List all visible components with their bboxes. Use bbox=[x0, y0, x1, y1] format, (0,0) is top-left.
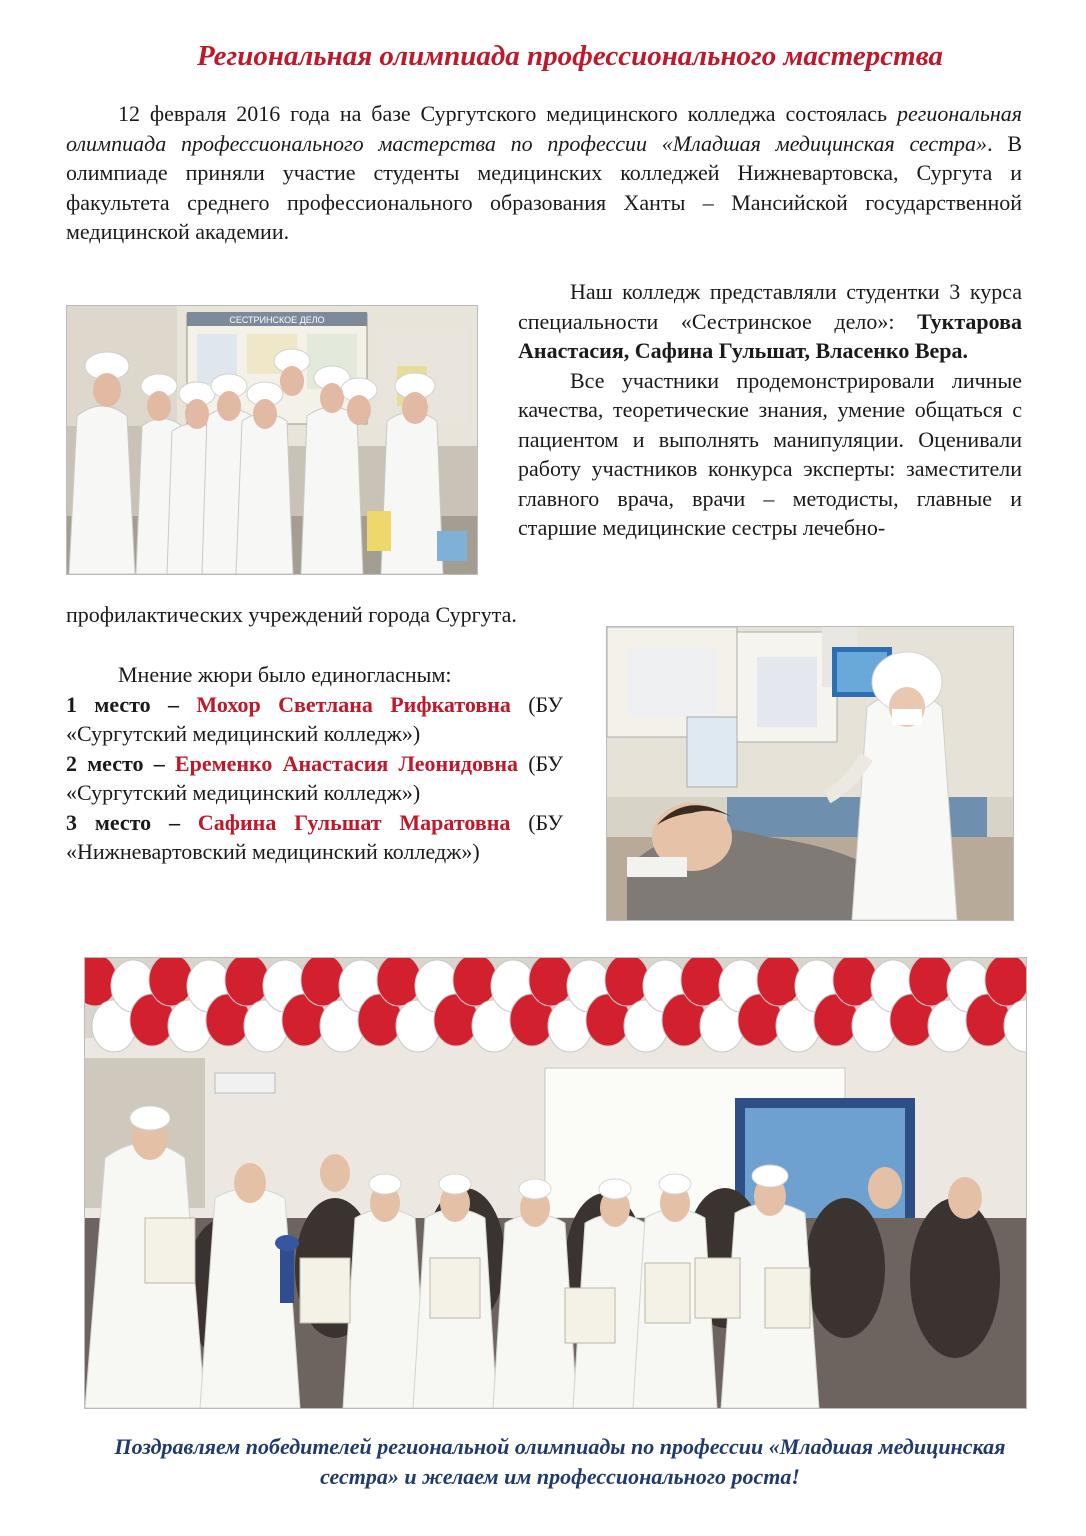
balloon bbox=[149, 958, 193, 1006]
result-place: 3 место bbox=[66, 809, 152, 835]
intro-paragraph bbox=[66, 99, 1022, 247]
team-paragraph bbox=[518, 277, 1022, 543]
result-org: (БУ «Сургутский медицинский колледж») bbox=[66, 750, 563, 805]
balloon bbox=[909, 958, 953, 1006]
balloon bbox=[301, 958, 345, 1006]
result-item-1: 1 место – Мохор Светлана Рифкатовна (БУ «Сургутский медицинский колледж») bbox=[66, 691, 563, 746]
balloon bbox=[681, 958, 725, 1006]
result-org: (БУ «Нижневартовский медицинский колледж») bbox=[66, 809, 563, 864]
result-place: 2 место bbox=[66, 750, 144, 776]
photo-nurse-with-patient bbox=[606, 626, 1014, 921]
team-names: Туктарова Анастасия, Сафина Гульшат, Власенко Вера. bbox=[518, 308, 1022, 363]
balloon bbox=[985, 958, 1026, 1006]
photo-sign-text: СЕСТРИНСКОЕ ДЕЛО bbox=[229, 315, 325, 325]
intro-text-end: . В олимпиаде приняли участие студенты медицинских колледжей Нижневартовска, Сургута и факультета среднего профессионального образования Ханты – Мансийской государственной медицинской академии. bbox=[66, 130, 1022, 244]
result-org: (БУ «Сургутский медицинский колледж») bbox=[66, 691, 563, 746]
result-name: Мохор Светлана Рифкатовна bbox=[196, 691, 511, 717]
result-place: 1 место bbox=[66, 691, 151, 717]
balloon bbox=[377, 958, 421, 1006]
photo-winners-group bbox=[84, 957, 1027, 1409]
intro-text-italic: региональная олимпиада профессионального мастерства по профессии «Младшая медицинская сестра» bbox=[66, 101, 1022, 156]
balloon-garland bbox=[85, 958, 1026, 1052]
experts-text: Все участники продемонстрировали личные качества, теоретические знания, умение общаться с пациентом и выполнять манипуляции. Оценивали работу участников конкурса эксперты: заместители главного врача, врачи – методисты, главные и старшие медицинские сестры лечебно- bbox=[518, 367, 1022, 540]
experts-text-cont: профилактических учреждений города Сургута. bbox=[66, 602, 517, 627]
page-title: Региональная олимпиада профессионального мастерства bbox=[197, 40, 943, 72]
experts-continuation bbox=[66, 600, 563, 630]
photo-students-group bbox=[66, 305, 478, 575]
balloon bbox=[605, 958, 649, 1006]
results-block bbox=[66, 660, 563, 867]
team-text: Наш колледж представляли студентки 3 курса специальности «Сестринское дело»: bbox=[518, 279, 1022, 334]
closing-message: Поздравляем победителей региональной олимпиады по профессии «Младшая медицинская сестра» и желаем им профессионального роста! bbox=[114, 1434, 1006, 1489]
balloon bbox=[225, 958, 269, 1006]
balloon bbox=[529, 958, 573, 1006]
balloon bbox=[757, 958, 801, 1006]
balloon bbox=[833, 958, 877, 1006]
result-name: Еременко Анастасия Леонидовна bbox=[174, 750, 519, 776]
intro-text-start: 12 февраля 2016 года на базе Сургутского медицинского колледжа состоялась bbox=[118, 101, 897, 126]
result-item-3: 3 место – Сафина Гульшат Маратовна (БУ «Нижневартовский медицинский колледж») bbox=[66, 809, 563, 864]
result-name: Сафина Гульшат Маратовна bbox=[197, 809, 511, 835]
balloon bbox=[453, 958, 497, 1006]
result-item-2: 2 место – Еременко Анастасия Леонидовна (БУ «Сургутский медицинский колледж») bbox=[66, 750, 563, 805]
results-intro: Мнение жюри было единогласным: bbox=[118, 662, 452, 687]
